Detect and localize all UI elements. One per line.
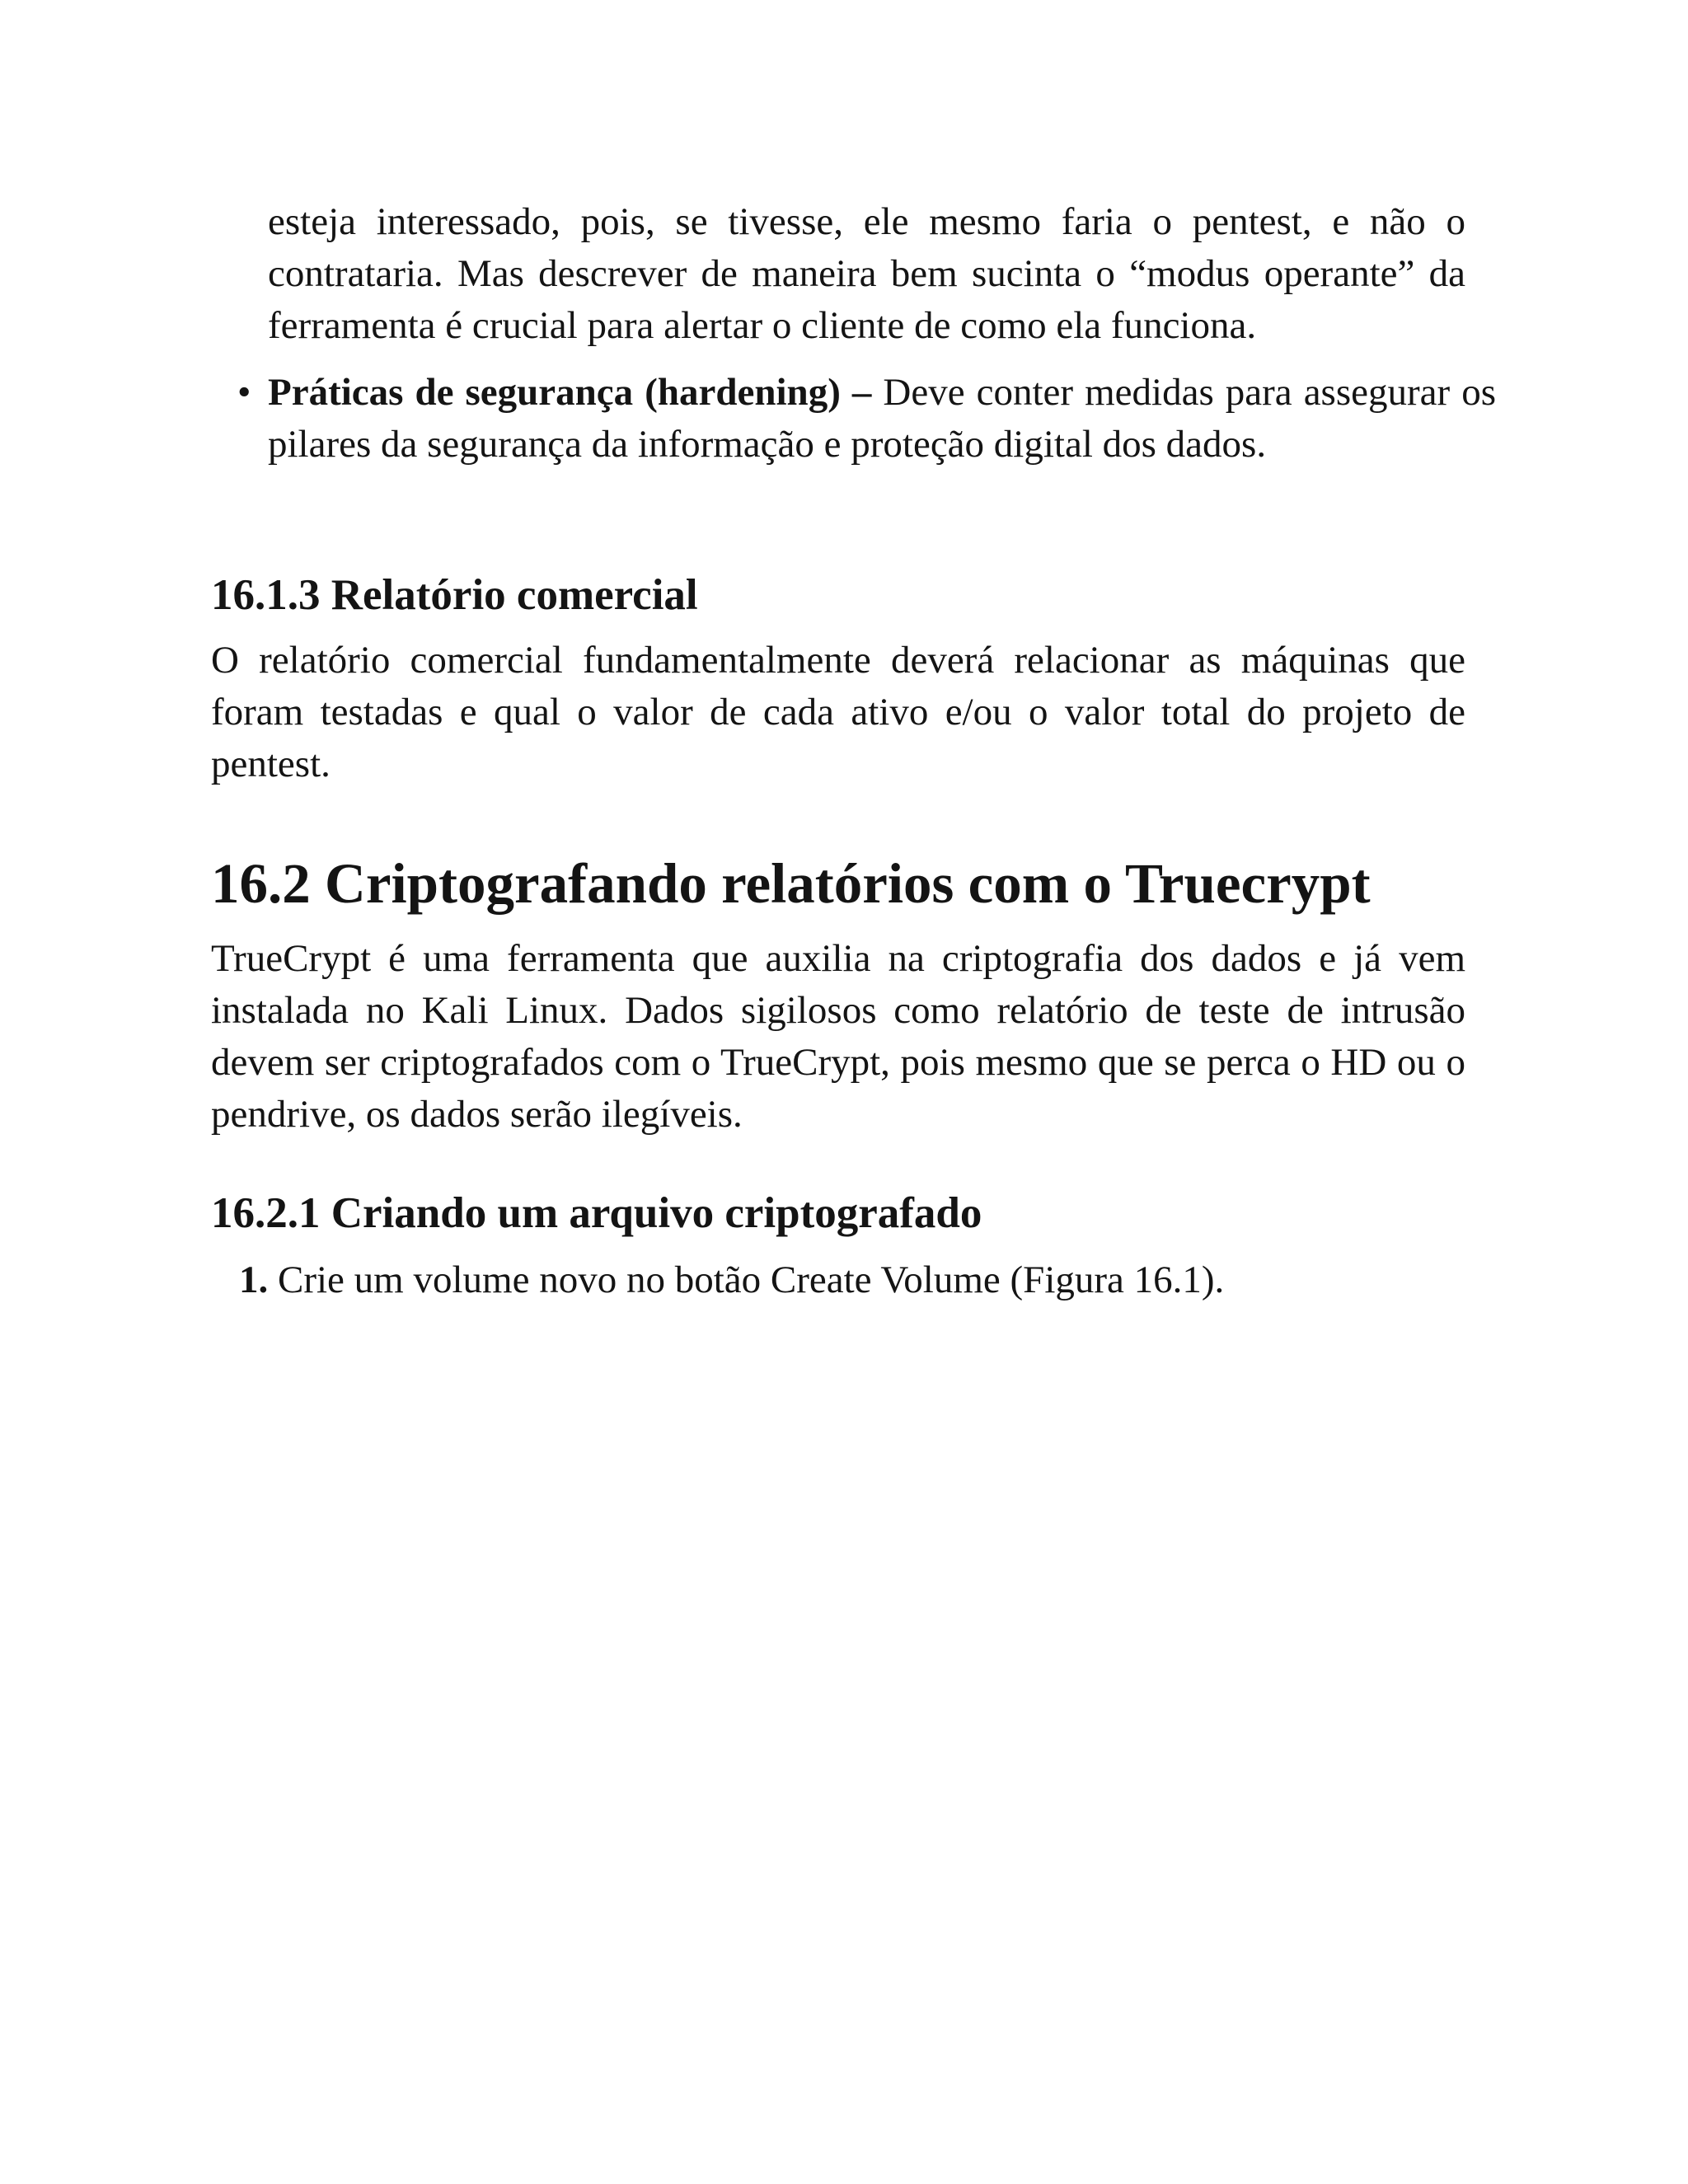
bullet-marker: • [237,371,251,414]
section-paragraph-16-2: TrueCrypt é uma ferramenta que auxilia na criptografia dos dados e já vem instalada no Kali Linux. Dados sigilosos como relatório de teste de intrusão devem ser criptografados com o TrueCrypt, pois mesmo que se perca o HD ou o pendrive, os dados serão ilegíveis. [211,937,1465,1136]
section-heading-16-2-1: 16.2.1 Criando um arquivo criptografado [211,1189,982,1237]
step-number: 1. [239,1258,269,1301]
section-heading-16-2: 16.2 Criptografando relatórios com o Truecrypt [211,852,1371,915]
continuation-paragraph: esteja interessado, pois, se tivesse, ele mesmo faria o pentest, e não o contrataria. Mas descrever de maneira bem sucinta o “modus operante” da ferramenta é crucial para alertar o cliente de como ela funciona. [268,200,1465,347]
section-heading-16-1-3: 16.1.3 Relatório comercial [211,571,698,619]
section-paragraph-16-1-3: O relatório comercial fundamentalmente deverá relacionar as máquinas que foram testadas e qual o valor de cada ativo e/ou o valor total do projeto de pentest. [211,639,1465,785]
step-text: Crie um volume novo no botão Create Volume (Figura 16.1). [268,1258,1225,1301]
list-item [239,1254,1224,1306]
bullet-item-hardening [237,367,1496,471]
bullet-bold-label: Práticas de segurança (hardening) – [268,371,872,414]
bullet-text: Deve conter medidas para assegurar os pilares da segurança da informação e proteção digital dos dados. [268,371,1496,466]
